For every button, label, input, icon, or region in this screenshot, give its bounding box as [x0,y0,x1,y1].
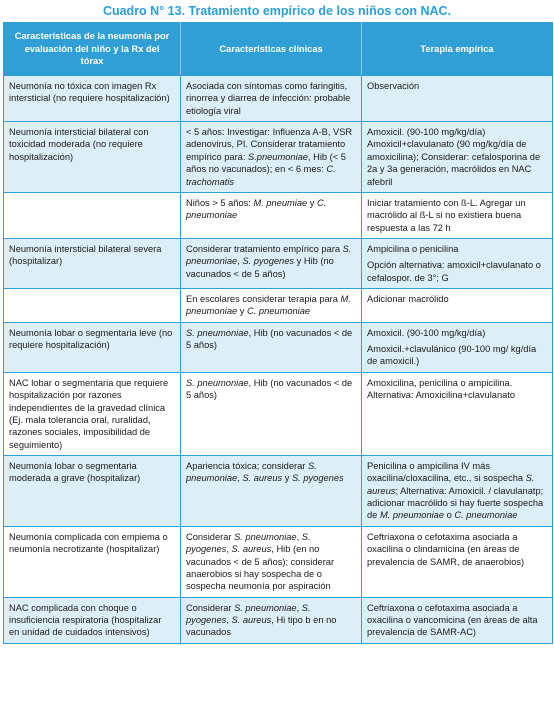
therapy-paragraph [367,327,546,339]
treatment-table [3,22,553,644]
table-row [4,76,553,122]
text-run: o [444,510,455,521]
table-row [4,238,553,288]
text-run: , Hib (< 5 años no vacunados); en < 6 mes: [186,151,346,175]
therapy-paragraph [367,126,546,188]
text-run: Ceftriaxona o cefotaxima asociada a oxacilina o clindamicina (en áreas de prevalencia de SAMR, de anaerobios) [367,531,525,567]
text-run: Ceftriaxona o cefotaxima asociada a oxacilina o vancomicina (en áreas de alta prevalencia de SAMR-AC) [367,602,538,638]
organism-name: S. pneumoniae [186,243,352,267]
table-body [4,76,553,644]
text-run: , [226,614,232,625]
cell-therapy [362,322,553,372]
text-run: Observación [367,81,420,91]
cell-therapy [362,526,553,597]
text-run: , Hi tipo b en no vacunados [186,614,337,638]
organism-name: S. aureus [367,473,535,496]
table-row [4,289,553,323]
therapy-paragraph [367,377,546,402]
text-run: y Hib (no vacunados < de 5 años) [186,256,334,279]
cell-therapy [362,122,553,193]
therapy-paragraph [367,80,546,92]
cell-clinical [181,192,362,238]
cell-clinical [181,597,362,643]
organism-name: S. pyogenes [186,531,311,555]
therapy-paragraph [367,197,546,234]
organism-name: C. pneumoniae [247,306,311,317]
organism-name: S. pneumoniae [186,377,249,388]
therapy-paragraph [367,531,546,568]
cell-pneumonia-type: NAC complicada con choque o insuficiencia respiratoria (hospitalizar en unidad de cuidados intensivos) [4,597,181,643]
organism-name: S. pneumoniae [186,460,317,484]
text-run: , Hib (no vacunados < de 5 años) [186,377,353,401]
text-run: Ampicilina o penicilina [367,243,459,254]
organism-name: S. aureus [231,544,272,555]
cell-clinical [181,322,362,372]
text-run: , Hib (en no vacunados < de 5 años); considerar anaerobios si hay sospecha de o sospecha neumonía por aspiración [186,544,335,592]
organism-name: M. pneumiae [253,197,308,208]
text-run: , [237,473,243,484]
cell-pneumonia-type: Neumonía intersticial bilateral severa (hospitalizar) [4,238,181,288]
text-run: En escolares considerar terapia para [186,294,341,305]
text-run: Amoxicilina, penicilina o ampicilina. Alternativa: Amoxicilina+clavulanato [367,377,516,401]
text-run: Iniciar tratamiento con ß-L. Agregar un macrólido al ß-L si no existiera buena respuesta a las 72 h [367,197,526,233]
organism-name: S. aureus [231,614,272,625]
text-run: y [307,197,318,208]
organism-name: S. pneumoniae [186,327,249,338]
organism-name: S. pneumoniae [234,531,297,542]
text-run: Amoxicil. (90-100 mg/kg/día) [367,327,486,338]
cell-pneumonia-type: Neumonía intersticial bilateral con toxicidad moderada (no requiere hospitalización) [4,122,181,193]
table-row [4,455,553,526]
table-title: Cuadro N° 13. Tratamiento empírico de los niños con NAC. [102,4,452,18]
organism-name: S. pyogenes [186,602,311,625]
cell-clinical [181,289,362,323]
cell-clinical [181,122,362,193]
text-run: Opción alternativa: amoxicil+clavulanato o cefalospor. de 3°; G [367,260,541,283]
table-row [4,372,553,455]
cell-pneumonia-type: NAC lobar o segmentaria que requiere hospitalización por razones independientes de la gravedad clínica (Ej. mala tolerancia oral, ruralidad, razones sociales, imposibilidad de seguimiento) [4,372,181,455]
text-run: Asociada con síntomas como faringitis, rinorrea y diarrea de infección: probable etiología viral [186,81,351,116]
table-row [4,322,553,372]
therapy-paragraph [367,602,546,639]
text-run: Adicionar macrólido [367,294,449,305]
cell-therapy [362,372,553,455]
organism-name: S. pneumoniae [234,602,297,613]
text-run: , [226,544,232,555]
text-run: Considerar tratamiento empírico para [186,243,343,254]
cell-pneumonia-type [4,289,181,323]
header-empiric-therapy: Terapia empírica [362,23,553,76]
text-run: , [237,256,243,267]
table-row [4,526,553,597]
text-run: < 5 años: Investigar: Influenza A-B, VSR adenovirus, PI. Considerar tratamiento empírico para: [186,127,353,162]
table-row [4,192,553,238]
cell-clinical [181,76,362,122]
cell-clinical [181,455,362,526]
cell-therapy [362,597,553,643]
table-row [4,597,553,643]
text-run: Niños > 5 años: [186,197,254,208]
text-run: Considerar [186,531,235,542]
organism-name: C. pneumoniae [454,510,518,521]
therapy-paragraph [367,460,546,522]
text-run: Considerar [186,602,235,613]
therapy-paragraph [367,293,546,305]
organism-name: M. pneumoniae [379,510,445,521]
text-run: y [282,473,292,484]
cell-therapy [362,238,553,288]
cell-clinical [181,526,362,597]
text-run: , [296,602,302,613]
text-run: Apariencia tóxica; considerar [186,460,308,471]
organism-name: S. pyogenes [291,473,344,484]
cell-pneumonia-type: Neumonía lobar o segmentaria moderada a grave (hospitalizar) [4,455,181,526]
header-clinical-characteristics: Características clínicas [181,23,362,76]
cell-pneumonia-type [4,192,181,238]
text-run: , Hib (no vacunados < de 5 años) [186,327,353,351]
cell-therapy [362,76,553,122]
cell-pneumonia-type: Neumonía lobar o segmentaria leve (no requiere hospitalización) [4,322,181,372]
therapy-paragraph [367,343,546,368]
table-header-row [4,23,553,76]
therapy-paragraph [367,259,546,284]
organism-name: C. trachomatis [186,164,336,187]
cell-pneumonia-type: Neumonía complicada con empiema o neumonía necrotizante (hospitalizar) [4,526,181,597]
cell-pneumonia-type: Neumonía no tóxica con imagen Rx intersticial (no requiere hospitalización) [4,76,181,122]
organism-name: S. aureus [242,473,283,484]
table-row [4,122,553,193]
organism-name: C. pneumoniae [186,197,327,221]
cell-clinical [181,372,362,455]
organism-name: M. pneumoniae [186,294,351,317]
text-run: y [237,306,248,317]
cell-therapy [362,455,553,526]
organism-name: S.pneumoniae [248,151,308,162]
text-run: Amoxicil. (90-100 mg/kg/día) Amoxicil+clavulanato (90 mg/kg/día de amoxicilina); Considerar: cefalosporina de 2a y 3a generación, macrólidos en NAC afebril [367,127,541,187]
text-run: Amoxicil.+clavulánico (90-100 mg/ kg/día de amoxicil.) [367,344,537,367]
text-run: Penicilina o ampicilina IV más oxacilina/cloxacilina, etc., si sospecha [367,460,526,484]
cell-therapy [362,192,553,238]
therapy-paragraph [367,243,546,255]
header-neumonia-characteristics: Características de la neumonía por evaluación del niño y la Rx del tórax [4,23,181,76]
text-run: , [296,531,302,542]
organism-name: S. pyogenes [242,256,295,267]
cell-clinical [181,238,362,288]
text-run: ; Alternativa: Amoxicil. / clavulanatp; adicionar macrólido si hay fuerte sospecha de [367,485,544,521]
cell-therapy [362,289,553,323]
